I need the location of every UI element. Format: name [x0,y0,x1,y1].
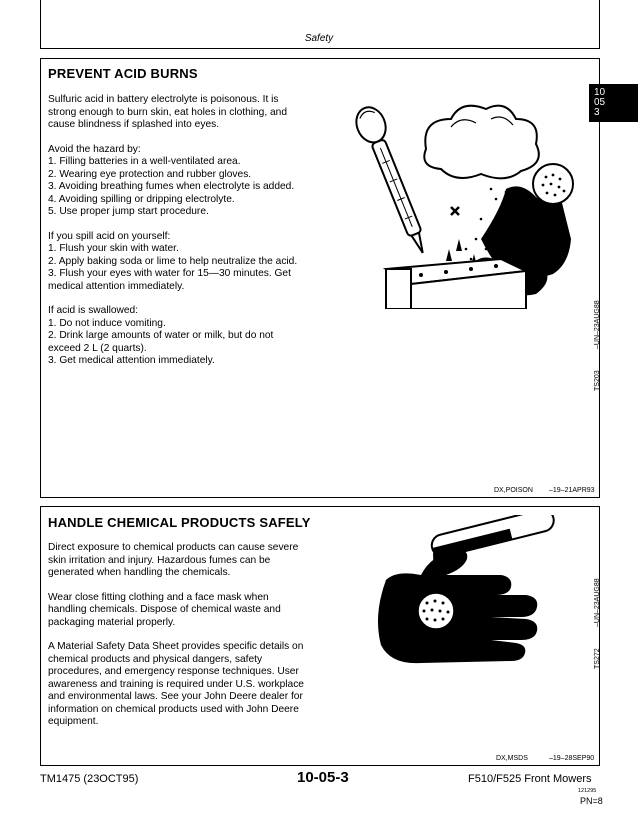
acid-burns-section [40,58,600,498]
section-title: PREVENT ACID BURNS [48,66,198,81]
tab-line-1: 10 [594,87,606,98]
page-header-title: Safety [304,33,334,44]
paragraph: If you spill acid on yourself: 1. Flush your skin with water. 2. Apply baking soda or lime to help neutralize the acid. 3. Flush your eyes with water for 15—30 minutes. Get medical attention immediately. [48,230,298,292]
paragraph: Wear close fitting clothing and a face mask when handling chemicals. Dispose of chemical waste and packaging material properly. [48,591,281,628]
section-title: HANDLE CHEMICAL PRODUCTS SAFELY [48,515,311,530]
document-code: DX,MSDS [496,755,528,762]
document-code: DX,POISON [494,487,533,494]
figure-code: TS203 [594,370,601,391]
paragraph: A Material Safety Data Sheet provides specific details on chemical products and physical dangers, safety procedures, and emergency response techniques. User awareness and training is required under U.S. workplace and environmental laws. See your John Deere dealer for information on chemical products used with John Deere equipment. [48,641,304,727]
footer-product-name: F510/F525 Front Mowers [468,773,592,785]
hand-chemical-illustration [361,515,576,685]
footer-manual-id: TM1475 (23OCT95) [40,773,139,785]
section-body [48,94,338,380]
tab-line-3: 3 [594,107,600,118]
paragraph: Sulfuric acid in battery electrolyte is poisonous. It is strong enough to burn skin, eat holes in clothing, and cause blindness if splashed into eyes. [48,94,288,130]
footer-date-code: 121295 [578,788,597,794]
document-date: –19–28SEP90 [549,755,595,762]
paragraph: If acid is swallowed: 1. Do not induce vomiting. 2. Drink large amounts of water or milk, but do not exceed 2 L (2 quarts). 3. Get medical attention immediately. [48,305,274,366]
section-body [48,542,338,741]
battery-acid-illustration [331,89,581,309]
figure-date: –UN–23AUG88 [594,578,601,627]
figure-code: TS272 [594,648,601,669]
paragraph: Direct exposure to chemical products can cause severe skin irritation and injury. Hazardous fumes can be generated when handling the chemicals. [48,542,299,578]
figure-date: –UN–23AUG88 [594,300,601,349]
document-date: –19–21APR93 [549,487,595,494]
footer-page-number: 10-05-3 [297,769,349,786]
chemical-products-section [40,506,600,766]
paragraph: Avoid the hazard by: 1. Filling batteries in a well-ventilated area. 2. Wearing eye protection and rubber gloves. 3. Avoiding breathing fumes when electrolyte is added. 4. Avoiding spilling or dripping electrolyte. 5. Use proper jump start procedure. [48,143,295,217]
footer-pn: PN=8 [580,796,603,806]
tab-line-2: 05 [594,97,606,108]
